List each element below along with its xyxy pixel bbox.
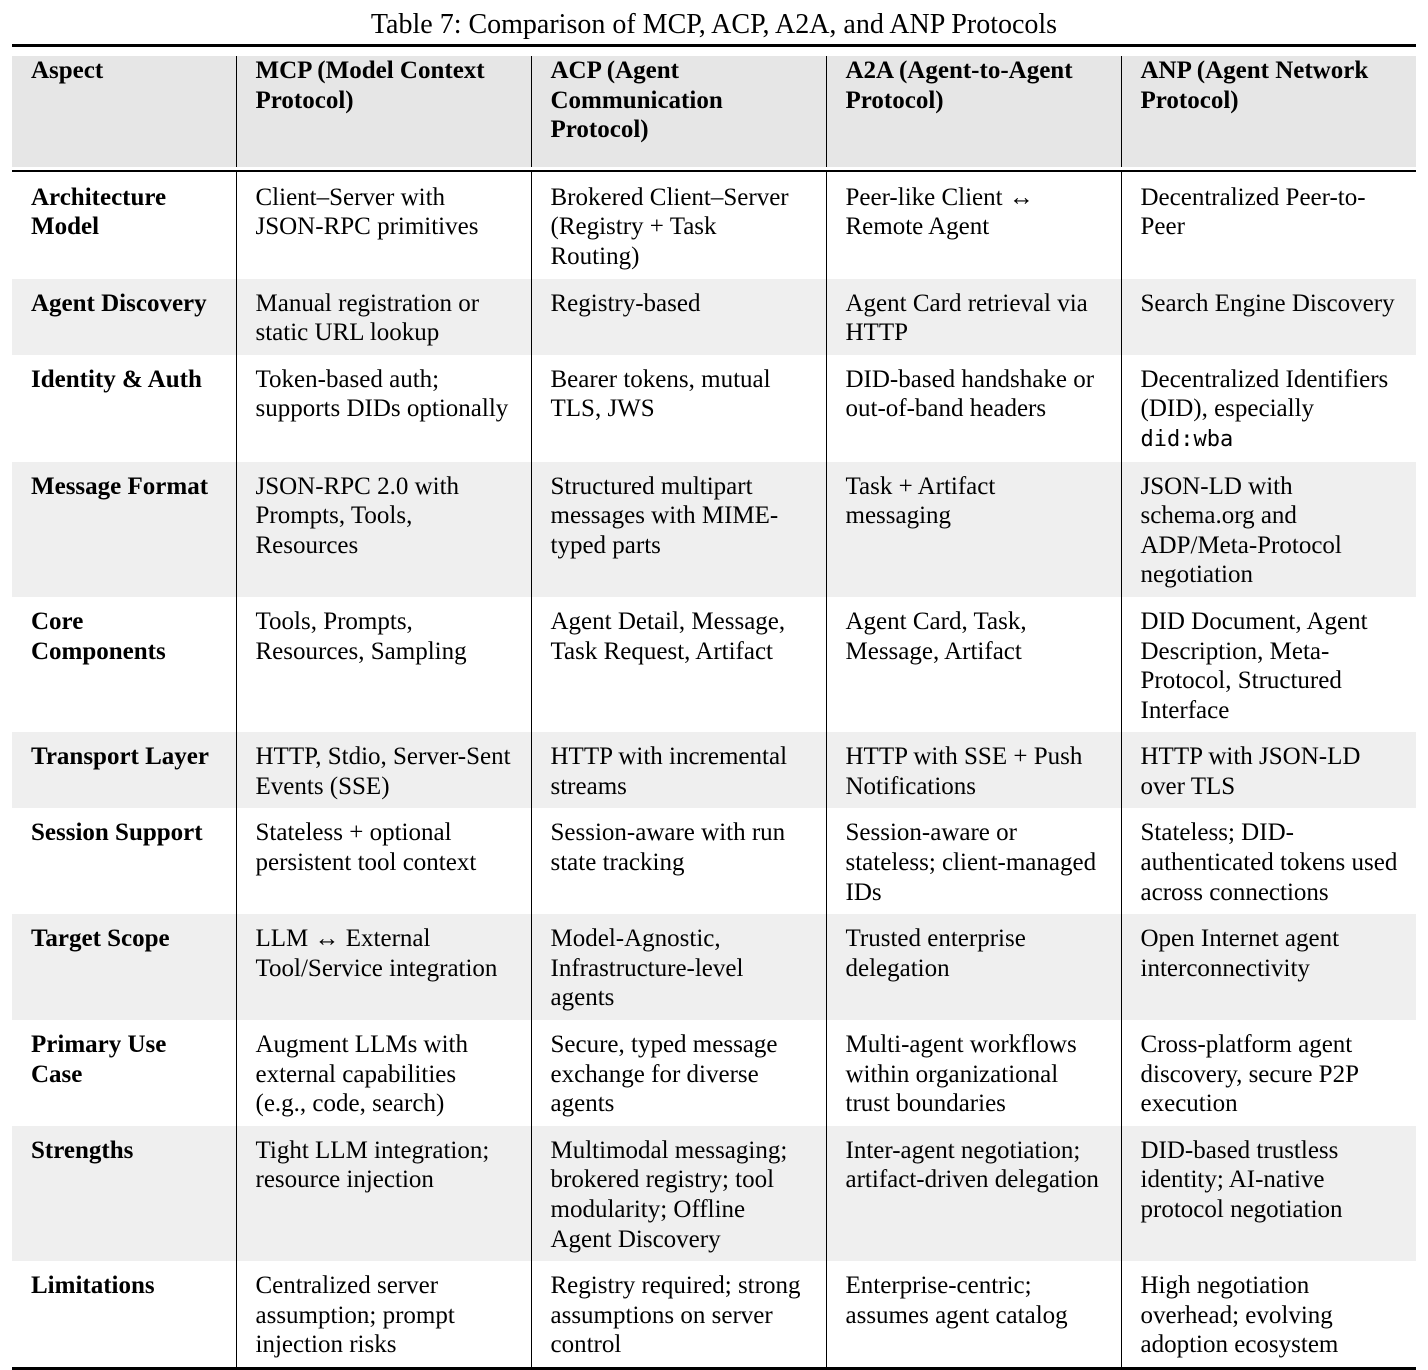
row-aspect: Architecture Model (31, 183, 167, 241)
cell-anp: Cross-platform agent discovery, secure P2P execution (1121, 1020, 1416, 1126)
row-aspect: Target Scope (31, 925, 170, 953)
did-wba-code: did:wba (1140, 426, 1234, 452)
cell-a2a: Session-aware or stateless; client-managed IDs (826, 808, 1121, 914)
cell-mcp: Client–Server with JSON-RPC primitives (236, 172, 531, 279)
cell-mcp: JSON-RPC 2.0 with Prompts, Tools, Resources (236, 462, 531, 597)
cell-anp (1121, 355, 1416, 462)
header-acp: ACP (Agent Communication Protocol) (531, 56, 826, 167)
table-row (12, 1020, 1416, 1126)
cell-mcp: LLM ↔ External Tool/Service integration (236, 914, 531, 1020)
cell-acp: HTTP with incremental streams (531, 732, 826, 808)
table-row (12, 1126, 1416, 1261)
header-mcp: MCP (Model Context Protocol) (236, 56, 531, 167)
header-row (12, 56, 1416, 167)
row-aspect: Session Support (31, 819, 203, 847)
cell-a2a: Agent Card, Task, Message, Artifact (826, 597, 1121, 732)
comparison-table-container (12, 44, 1416, 1370)
cell-anp-text: Decentralized Identifiers (DID), especially (1140, 365, 1389, 423)
table-caption: Table 7: Comparison of MCP, ACP, A2A, and ANP Protocols (370, 9, 1058, 40)
cell-mcp: Stateless + optional persistent tool context (236, 808, 531, 914)
cell-acp: Brokered Client–Server (Registry + Task Routing) (531, 172, 826, 279)
cell-a2a: DID-based handshake or out-of-band headers (826, 355, 1121, 462)
cell-acp: Agent Detail, Message, Task Request, Artifact (531, 597, 826, 732)
cell-anp: DID Document, Agent Description, Meta-Protocol, Structured Interface (1121, 597, 1416, 732)
cell-acp: Secure, typed message exchange for diverse agents (531, 1020, 826, 1126)
row-aspect: Agent Discovery (31, 289, 207, 317)
cell-mcp: Manual registration or static URL lookup (236, 279, 531, 355)
table-row (12, 172, 1416, 279)
row-aspect: Strengths (31, 1136, 134, 1164)
row-aspect: Message Format (31, 472, 209, 500)
cell-acp: Bearer tokens, mutual TLS, JWS (531, 355, 826, 462)
cell-anp: High negotiation overhead; evolving adoption ecosystem (1121, 1261, 1416, 1367)
cell-anp: Search Engine Discovery (1121, 279, 1416, 355)
cell-anp: Decentralized Peer-to-Peer (1121, 172, 1416, 279)
cell-mcp: HTTP, Stdio, Server-Sent Events (SSE) (236, 732, 531, 808)
cell-anp: HTTP with JSON-LD over TLS (1121, 732, 1416, 808)
header-a2a: A2A (Agent-to-Agent Protocol) (826, 56, 1121, 167)
cell-acp: Session-aware with run state tracking (531, 808, 826, 914)
table-row (12, 808, 1416, 914)
cell-a2a: HTTP with SSE + Push Notifications (826, 732, 1121, 808)
cell-a2a: Task + Artifact messaging (826, 462, 1121, 597)
row-aspect: Transport Layer (31, 743, 209, 771)
comparison-table (12, 56, 1416, 167)
header-aspect: Aspect (31, 57, 104, 84)
cell-mcp: Augment LLMs with external capabilities (e.g., code, search) (236, 1020, 531, 1126)
cell-a2a: Multi-agent workflows within organizational trust boundaries (826, 1020, 1121, 1126)
cell-acp: Model-Agnostic, Infrastructure-level agents (531, 914, 826, 1020)
cell-anp: JSON-LD with schema.org and ADP/Meta-Protocol negotiation (1121, 462, 1416, 597)
row-aspect: Core Components (31, 607, 166, 665)
header-anp: ANP (Agent Network Protocol) (1121, 56, 1416, 167)
table-row (12, 914, 1416, 1020)
cell-a2a: Trusted enterprise delegation (826, 914, 1121, 1020)
top-rule (12, 44, 1416, 47)
cell-anp: DID-based trustless identity; AI-native protocol negotiation (1121, 1126, 1416, 1261)
row-aspect: Limitations (31, 1272, 155, 1300)
cell-acp: Registry-based (531, 279, 826, 355)
cell-mcp: Token-based auth; supports DIDs optionally (236, 355, 531, 462)
cell-anp: Open Internet agent interconnectivity (1121, 914, 1416, 1020)
table-row (12, 355, 1416, 462)
cell-a2a: Inter-agent negotiation; artifact-driven delegation (826, 1126, 1121, 1261)
cell-mcp: Tight LLM integration; resource injection (236, 1126, 531, 1261)
cell-acp: Structured multipart messages with MIME-typed parts (531, 462, 826, 597)
cell-acp: Registry required; strong assumptions on server control (531, 1261, 826, 1367)
cell-anp: Stateless; DID-authenticated tokens used across connections (1121, 808, 1416, 914)
cell-mcp: Tools, Prompts, Resources, Sampling (236, 597, 531, 732)
row-aspect: Primary Use Case (31, 1031, 167, 1088)
table-row (12, 1261, 1416, 1367)
table-row (12, 462, 1416, 597)
cell-mcp: Centralized server assumption; prompt injection risks (236, 1261, 531, 1367)
cell-a2a: Enterprise-centric; assumes agent catalog (826, 1261, 1121, 1367)
table-row (12, 597, 1416, 732)
comparison-table-body (12, 172, 1416, 1367)
cell-a2a: Peer-like Client ↔ Remote Agent (826, 172, 1121, 279)
table-row (12, 279, 1416, 355)
cell-a2a: Agent Card retrieval via HTTP (826, 279, 1121, 355)
cell-acp: Multimodal messaging; brokered registry; tool modularity; Offline Agent Discovery (531, 1126, 826, 1261)
row-aspect: Identity & Auth (31, 365, 202, 393)
table-row (12, 732, 1416, 808)
